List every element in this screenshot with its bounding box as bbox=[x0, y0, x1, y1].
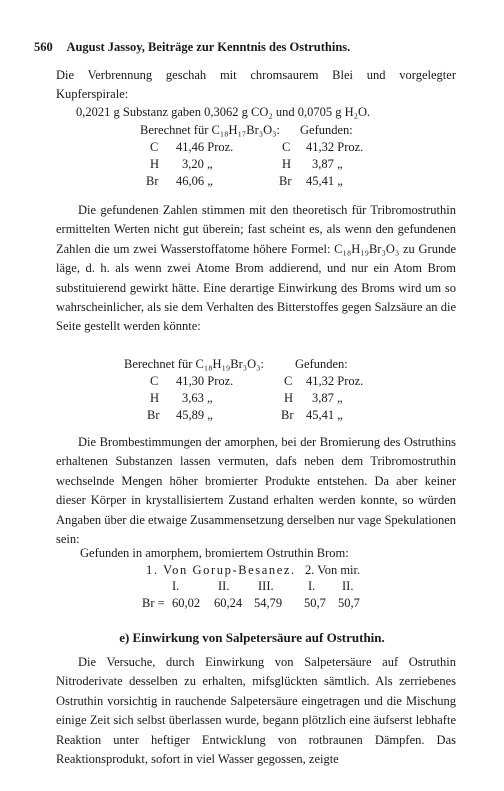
table2-found: 45,41 „ bbox=[306, 408, 343, 422]
table1-fel: C bbox=[282, 140, 291, 154]
table2-calc: 41,30 Proz. bbox=[176, 374, 234, 388]
table2-found: 3,87 „ bbox=[312, 391, 343, 405]
table2-calc: 3,63 „ bbox=[182, 391, 213, 405]
running-header bbox=[34, 40, 350, 55]
table1-found: 41,32 Proz. bbox=[306, 140, 364, 154]
table1-found: 3,87 „ bbox=[312, 157, 343, 171]
table2-fel: C bbox=[284, 374, 293, 388]
paragraph-bromine-determinations: Die Brombestimmungen der amorphen, bei der Bromierung des Ostruthins erhaltenen Substanzen lassen vermuten, dafs neben dem Tribromostruthin wechselnde Mengen höher bromierter Produkte entstehen. Da aber keiner dieser Körper in krystallisiertem Zustand erhalten werden konnte, so würden Angaben über die etwaige Zusammensetzung derselben nur vage Spekulationen sein: bbox=[56, 435, 456, 547]
table2-fel: Br bbox=[281, 408, 294, 422]
table1-found: 45,41 „ bbox=[306, 174, 343, 188]
table2-calc: 45,89 „ bbox=[176, 408, 213, 422]
table3-value: 50,7 bbox=[304, 596, 326, 610]
table2-el: H bbox=[150, 391, 160, 405]
section-heading: e) Einwirkung von Salpetersäure auf Ostruthin. bbox=[119, 630, 385, 645]
table3-value: 60,24 bbox=[214, 596, 243, 610]
table3-col: I. bbox=[308, 579, 316, 593]
combustion-measurement: 0,2021 g Substanz gaben 0,3062 g CO₂ und 0,0705 g H₂O. bbox=[76, 105, 371, 119]
table3-value: 54,79 bbox=[254, 596, 283, 610]
paragraph-nitric-acid: Die Versuche, durch Einwirkung von Salpetersäure auf Ostruthin Nitroderivate desselben zu erhalten, mifsglückten sämtlich. Als zerriebenes Ostruthin vorsichtig in rauchende Salpetersäure eingetragen und die Mischung einige Zeit sich selbst überlassen wurde, begann plötzlich eine äufserst lebhafte Reaktion unter heftiger Entwicklung von rotbraunen Dämpfen. Das Reaktionsprodukt, sofort in viel Wasser gegossen, zeigte bbox=[56, 655, 456, 767]
table3-col: II. bbox=[218, 579, 230, 593]
table1-calc: 46,06 „ bbox=[176, 174, 213, 188]
table2-el: C bbox=[150, 374, 159, 388]
paragraph-formula-discussion: Die gefundenen Zahlen stimmen mit den theoretisch für Tribromostruthin ermittelten Werten nicht gut überein; fast scheint es, als wenn den gefundenen Zahlen die um zwei Wasserstoffatome höhere Formel: C₁₈H₁₉Br₃O₃ zu Grunde läge, d. h. als wenn zwei Atome Brom addierend, und nur ein Atom Brom substituierend gewirkt hätte. Eine derartige Einwirkung des Broms wird um so wahrscheinlicher, als sie dem Verhalten des Bitterstoffes gegen Salzsäure an die Seite gestellt werden könnte: bbox=[56, 203, 456, 334]
table3-group-2: 2. Von mir. bbox=[305, 563, 361, 577]
table1-el: H bbox=[150, 157, 160, 171]
table3-prefix: Br = bbox=[142, 596, 165, 610]
table3-value: 60,02 bbox=[172, 596, 201, 610]
table1-calc-label: Berechnet für C₁₈H₁₇Br₃O₃: bbox=[140, 123, 281, 137]
table3-col: II. bbox=[342, 579, 354, 593]
table3-group-1: 1. Von Gorup-Besanez. bbox=[146, 563, 296, 577]
combustion-intro: Die Verbrennung geschah mit chromsaurem Blei und vorgelegter Kupferspirale: bbox=[56, 68, 456, 102]
table2-el: Br bbox=[147, 408, 160, 422]
table2-calc-label: Berechnet für C₁₈H₁₉Br₃O₃: bbox=[124, 357, 265, 371]
table3-col: III. bbox=[258, 579, 274, 593]
running-title: August Jassoy, Beiträge zur Kenntnis des Ostruthins. bbox=[66, 40, 351, 54]
table1-found-label: Gefunden: bbox=[300, 123, 353, 137]
table2-fel: H bbox=[284, 391, 294, 405]
table2-found: 41,32 Proz. bbox=[306, 374, 364, 388]
table1-fel: H bbox=[282, 157, 292, 171]
table3-title: Gefunden in amorphem, bromiertem Ostruthin Brom: bbox=[80, 546, 349, 560]
table2-found-label: Gefunden: bbox=[295, 357, 348, 371]
table3-value: 50,7 bbox=[338, 596, 360, 610]
table3-col: I. bbox=[172, 579, 180, 593]
table1-fel: Br bbox=[279, 174, 292, 188]
page-number: 560 bbox=[34, 40, 53, 54]
table1-calc: 41,46 Proz. bbox=[176, 140, 234, 154]
table1-el: C bbox=[150, 140, 159, 154]
table1-calc: 3,20 „ bbox=[182, 157, 213, 171]
table1-el: Br bbox=[146, 174, 159, 188]
